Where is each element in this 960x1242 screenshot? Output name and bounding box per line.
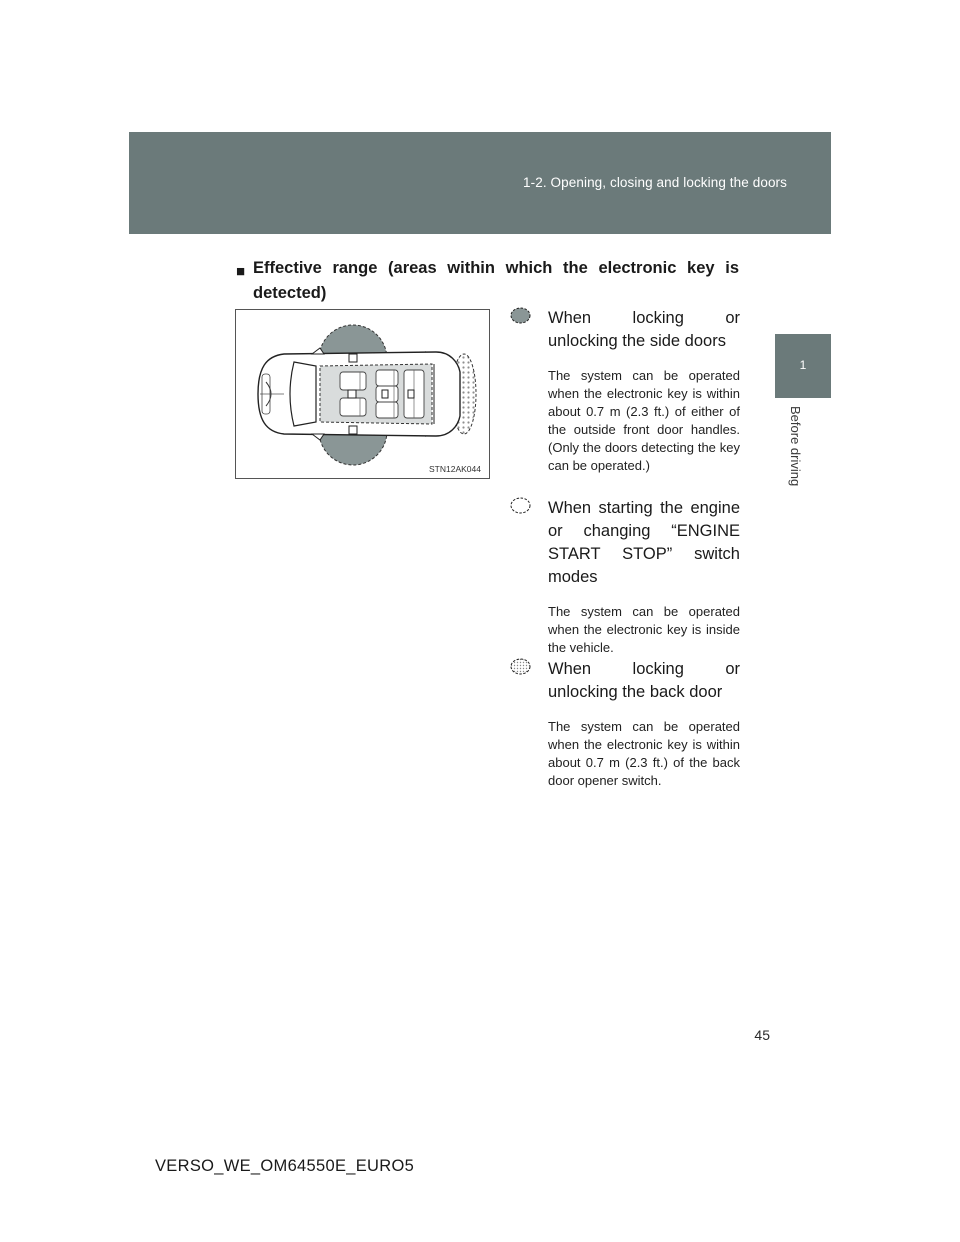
legend-item-back-door — [510, 658, 740, 790]
legend-item-engine-start — [510, 497, 740, 657]
section-heading — [236, 256, 739, 306]
legend-title: When starting the engine or changing “ENGINE START STOP” switch modes — [548, 499, 740, 586]
legend-item-side-doors — [510, 307, 740, 475]
chapter-label: Before driving — [788, 406, 803, 487]
chapter-tab — [775, 334, 831, 398]
page-number: 45 — [754, 1027, 770, 1043]
bullet-square-icon: ■ — [236, 263, 246, 280]
figure-code: STN12AK044 — [429, 464, 481, 474]
section-title: 1-2. Opening, closing and locking the doors — [523, 175, 787, 190]
cabin-range-icon — [510, 497, 531, 514]
back-door-range-icon — [510, 658, 531, 675]
chapter-number: 1 — [799, 358, 807, 372]
legend-description: The system can be operated when the electronic key is within about 0.7 m (2.3 ft.) of either of the outside front door handles. (Only the doors detecting the key can be operated.) — [548, 368, 740, 473]
legend-title: When locking or unlocking the side doors — [548, 309, 740, 350]
header-band — [129, 132, 831, 234]
vehicle-range-illustration — [235, 309, 490, 479]
legend-title: When locking or unlocking the back door — [548, 660, 740, 701]
section-heading-text: Effective range (areas within which the electronic key is detected) — [253, 259, 739, 302]
document-code: VERSO_WE_OM64550E_EURO5 — [155, 1157, 415, 1175]
side-door-range-icon — [510, 307, 531, 324]
legend-description: The system can be operated when the electronic key is inside the vehicle. — [548, 604, 740, 655]
vehicle-top-view-diagram — [236, 310, 490, 479]
legend-description: The system can be operated when the electronic key is within about 0.7 m (2.3 ft.) of the back door opener switch. — [548, 719, 740, 788]
